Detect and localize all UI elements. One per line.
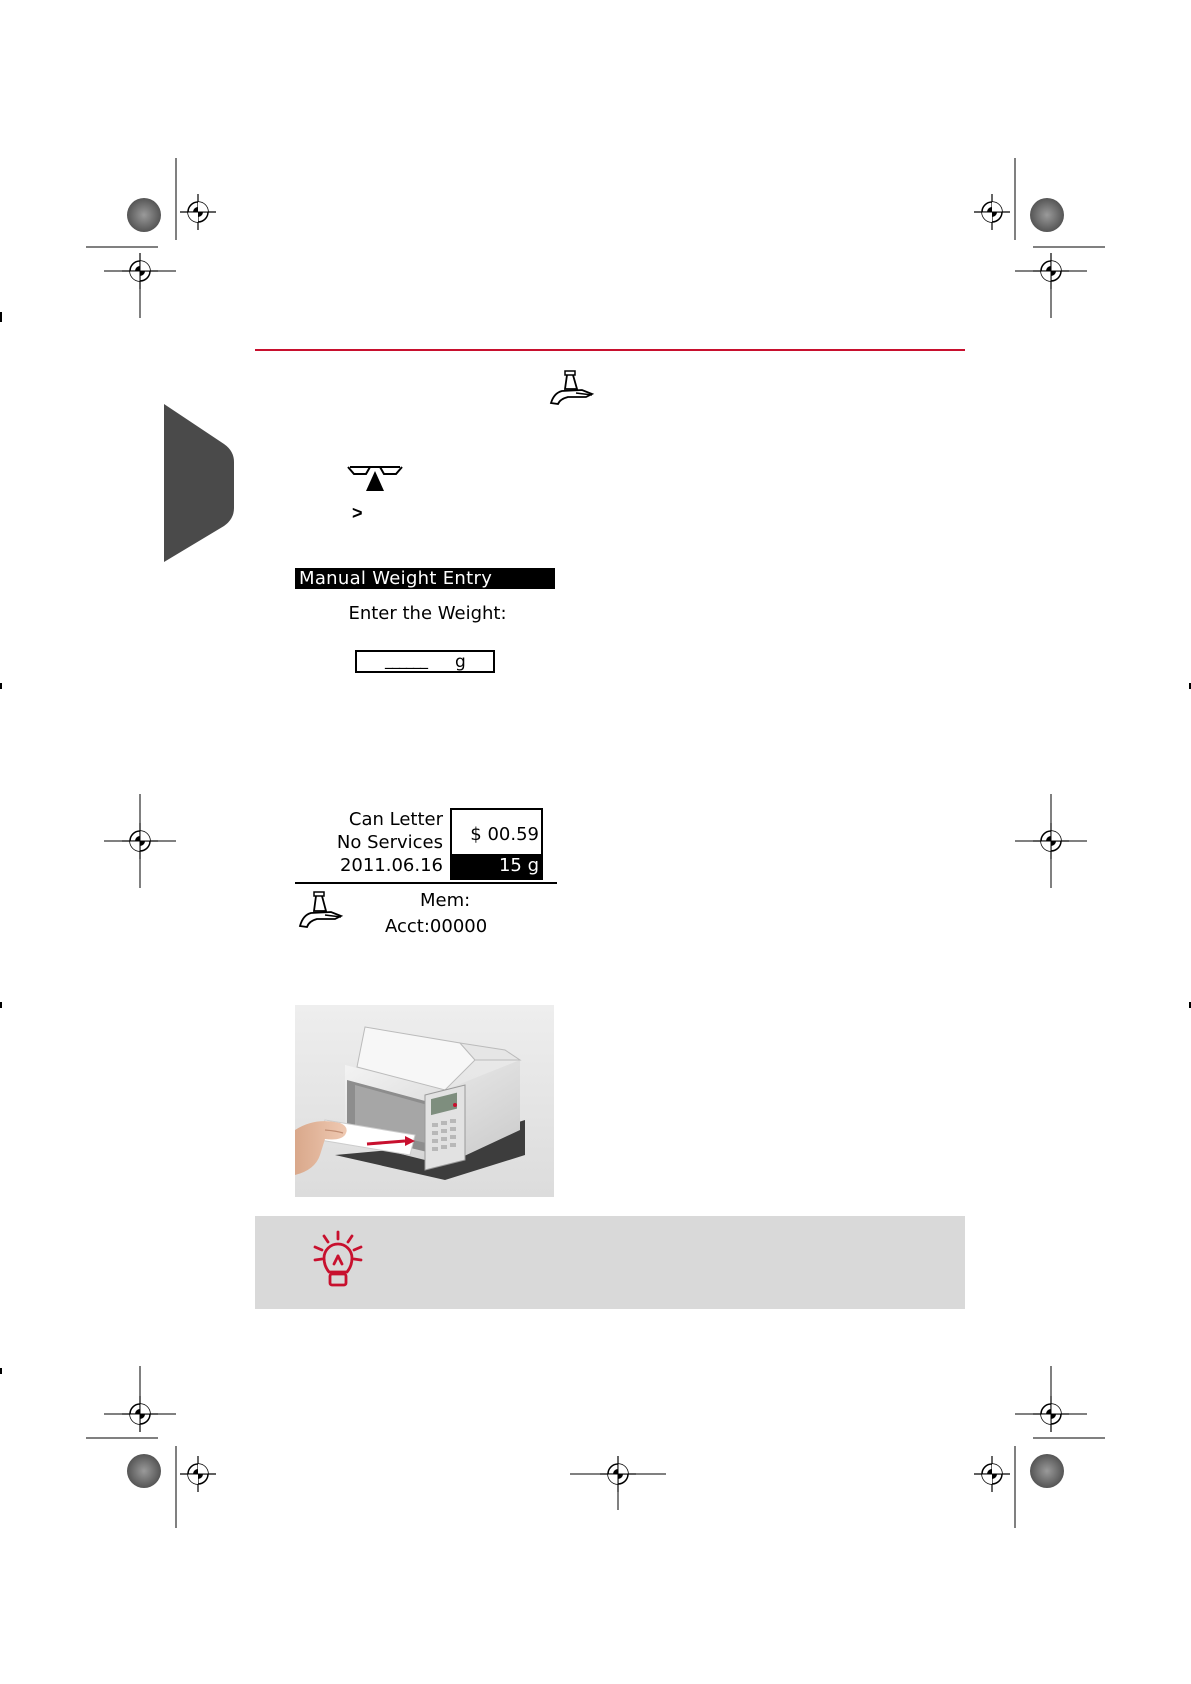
postage-amount: $ 00.59: [470, 824, 539, 845]
services-label: No Services: [336, 832, 443, 853]
chevron-right-icon: >: [352, 503, 363, 523]
edge-mark: [0, 1002, 2, 1008]
weighing-platform-icon: [297, 890, 345, 930]
screen-divider: [295, 882, 557, 884]
tip-box: [255, 1216, 965, 1309]
home-screen: [295, 808, 557, 940]
edge-mark: [0, 683, 2, 689]
postage-box: [450, 808, 543, 880]
weight-unit: g: [455, 652, 466, 672]
account-label: Acct:00000: [385, 916, 488, 937]
weight-prompt: Enter the Weight:: [348, 603, 507, 624]
lightbulb-icon: [312, 1230, 364, 1290]
scale-balance-icon: [346, 461, 404, 493]
header-rule: [255, 349, 965, 351]
chapter-tab: [164, 404, 234, 562]
weighing-platform-icon: [548, 369, 596, 407]
screen-title: Manual Weight Entry: [295, 568, 555, 589]
postage-meter-photo: [295, 1005, 554, 1197]
edge-mark: [0, 1368, 2, 1374]
edge-mark: [0, 312, 2, 322]
weight-input-value: ______: [385, 650, 427, 669]
manual-weight-screen: [295, 566, 555, 678]
print-date: 2011.06.16: [339, 855, 443, 876]
weight-input[interactable]: [355, 650, 495, 673]
rate-name: Can Letter: [348, 809, 443, 830]
weight-value: 15 g: [452, 854, 541, 878]
memory-label: Mem:: [420, 890, 471, 911]
